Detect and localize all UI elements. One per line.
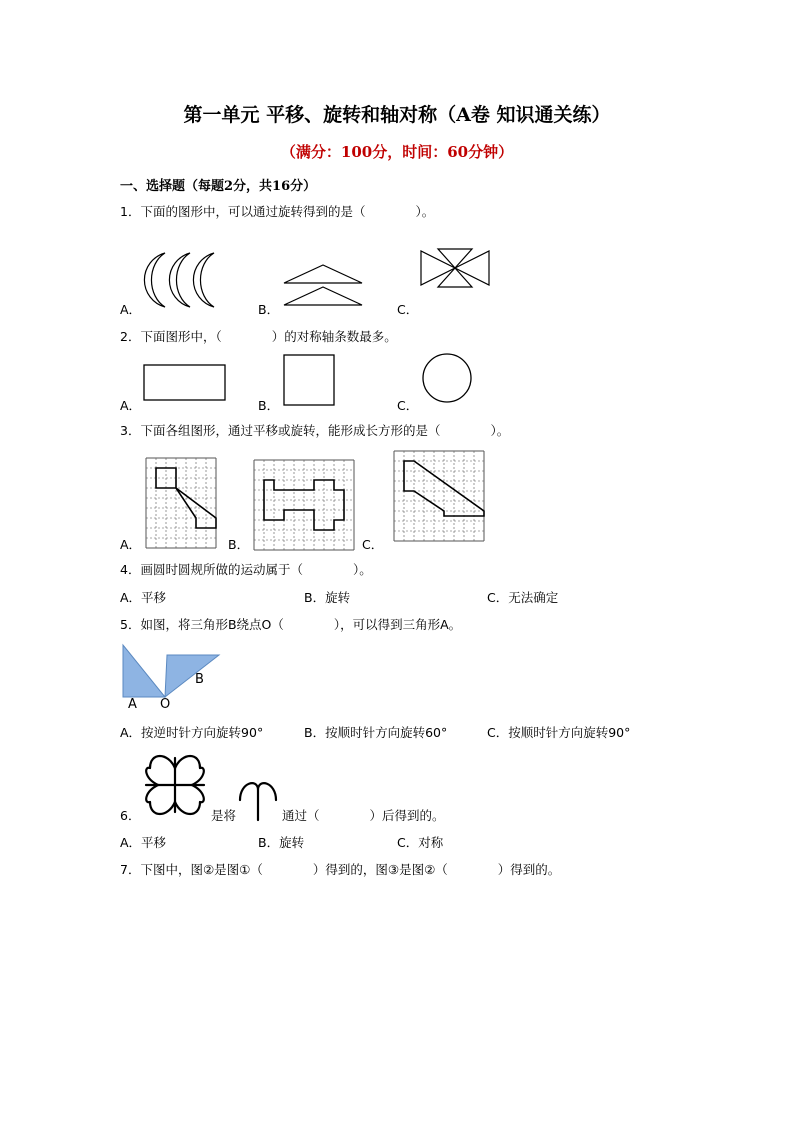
question-3-option-a: A． — [120, 537, 142, 552]
question-4-option-b: B．旋转 — [304, 590, 351, 605]
question-1-option-c: C． — [397, 302, 419, 317]
question-6-option-a: A．平移 — [120, 835, 167, 850]
question-4-text: 4．画圆时圆规所做的运动属于（ ）。 — [120, 562, 372, 577]
question-4-option-a: A．平移 — [120, 590, 167, 605]
question-6-option-b: B．旋转 — [258, 835, 305, 850]
question-5-option-c: C．按顺时针方向旋转90° — [487, 725, 631, 740]
question-1-option-b: B． — [258, 302, 280, 317]
triangle-a-label: A — [128, 697, 137, 712]
question-5-option-a: A．按逆时针方向旋转90° — [120, 725, 264, 740]
question-5-option-b: B．按顺时针方向旋转60° — [304, 725, 448, 740]
point-o-label: O — [160, 697, 171, 712]
question-3-text: 3．下面各组图形，通过平移或旋转，能形成长方形的是（ ）。 — [120, 423, 510, 438]
four-leaf-figure — [146, 756, 204, 814]
question-2-text: 2．下面图形中，（ ）的对称轴条数最多。 — [120, 329, 397, 344]
question-2-option-a: A． — [120, 398, 142, 413]
question-7-text: 7．下图中，图②是图①（ ）得到的，图③是图②（ ）得到的。 — [120, 862, 561, 877]
arch-figure — [240, 783, 276, 820]
section-heading: 一、选择题（每题2分，共16分） — [120, 179, 317, 194]
question-1-option-a: A． — [120, 302, 142, 317]
triangle-b-label: B — [195, 672, 204, 687]
question-6-middle-text: 是将 — [211, 808, 237, 823]
question-2-option-c: C． — [397, 398, 419, 413]
question-2-option-b: B． — [258, 398, 280, 413]
question-3-option-c: C． — [362, 537, 384, 552]
question-6-number: 6． — [120, 808, 141, 823]
question-3-option-b: B． — [228, 537, 250, 552]
question-1-text: 1．下面的图形中，可以通过旋转得到的是（ ）。 — [120, 204, 435, 219]
question-5-text: 5．如图，将三角形B绕点O（ ），可以得到三角形A。 — [120, 617, 462, 632]
page-title: 第一单元 平移、旋转和轴对称（A卷 知识通关练） — [183, 104, 611, 126]
question-4-option-c: C．无法确定 — [487, 590, 559, 605]
question-6-option-c: C．对称 — [397, 835, 444, 850]
page-subtitle: （满分：100分，时间：60分钟） — [280, 143, 514, 161]
question-6-suffix-text: 通过（ ）后得到的。 — [282, 808, 445, 823]
